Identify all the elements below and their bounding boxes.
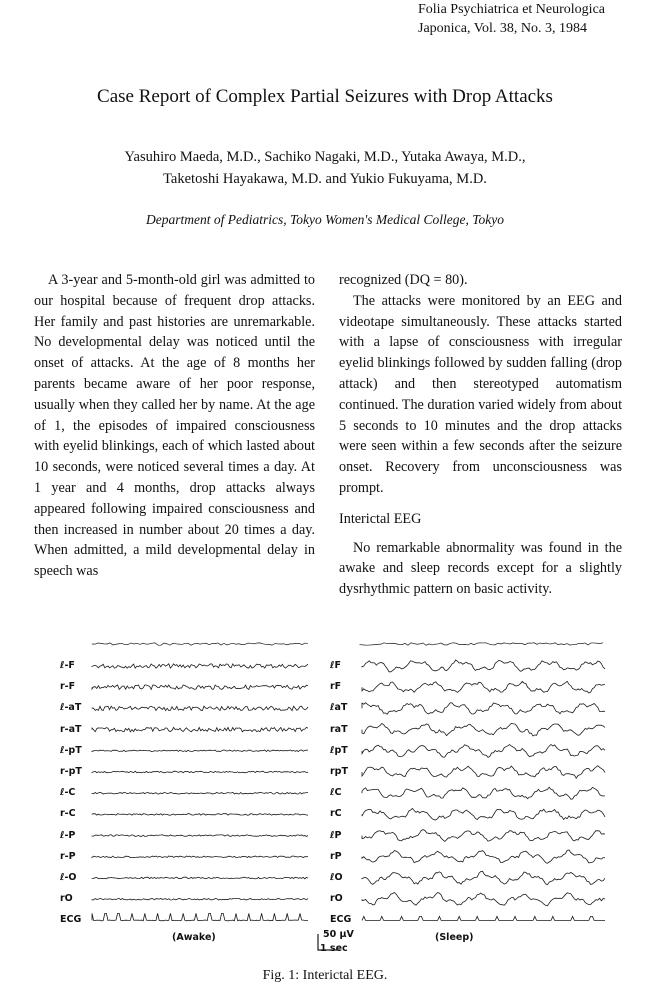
sleep-eeg-trace [362, 893, 605, 906]
sleep-label: (Sleep) [435, 932, 474, 943]
awake-eeg-trace [92, 898, 308, 900]
left-channel-label: r-P [60, 850, 76, 862]
figure-caption: Fig. 1: Interictal EEG. [262, 968, 388, 983]
left-channel-label: r-aT [60, 723, 82, 735]
sleep-eeg-trace [362, 703, 605, 715]
awake-eeg-trace [92, 814, 308, 816]
awake-eeg-trace [92, 727, 308, 731]
awake-eeg-trace [92, 856, 308, 858]
right-channel-label: ℓpT [330, 744, 348, 756]
journal-header [418, 0, 628, 38]
left-channel-label: ℓ-pT [60, 744, 82, 756]
right-channel-label: rF [330, 681, 342, 693]
left-channel-label: ℓ-P [60, 829, 76, 841]
sleep-eeg-trace [362, 723, 605, 736]
awake-eeg-trace [92, 877, 308, 879]
sleep-eeg-trace [362, 808, 605, 820]
time-scale: 1 sec [320, 943, 348, 954]
awake-eeg-trace [92, 913, 308, 920]
sleep-eeg-trace [362, 830, 605, 842]
eeg-paragraph: No remarkable abnormality was found in the awake and sleep records except for a slightly dysrhythmic pattern on basic activity. [339, 539, 622, 598]
sleep-eeg-trace [362, 871, 605, 884]
sleep-eeg-trace [362, 787, 605, 799]
right-channel-label: rpT [330, 766, 348, 777]
sleep-eeg-trace [362, 681, 605, 693]
author-list [0, 146, 650, 190]
awake-eeg-trace [92, 792, 308, 794]
left-channel-label: r-C [60, 808, 76, 820]
sleep-eeg-trace [362, 916, 605, 920]
monitoring-paragraph: The attacks were monitored by an EEG and videotape simultaneously. These attacks started with a lapse of consciousness with irregular eyelid blinkings followed by sudden falling (drop attack) and then stereotyped automatism continued. The duration varied widely from about 5 seconds to 10 minutes and the drop attacks were seen within a few seconds after the seizure onset. Recovery from unconsciousness was prompt. [339, 292, 623, 496]
article-title: Case Report of Complex Partial Seizures with Drop Attacks [97, 86, 553, 107]
left-channel-label: ℓ-aT [60, 702, 82, 714]
left-channel-label: ℓ-O [60, 872, 77, 883]
left-channel-label: rO [60, 893, 73, 905]
case-paragraph-continued: recognized (DQ = 80). [339, 272, 468, 288]
awake-eeg-trace [92, 706, 308, 710]
authors-line-1: Yasuhiro Maeda, M.D., Sachiko Nagaki, M.D., Yutaka Awaya, M.D., [124, 149, 526, 165]
eeg-figure [40, 632, 610, 962]
journal-name: Folia Psychiatrica et Neurologica [418, 2, 605, 17]
right-channel-label: raT [330, 723, 348, 735]
awake-eeg-trace [92, 664, 308, 668]
left-channel-label: r-F [60, 681, 76, 693]
left-channel-label: ℓ-C [60, 787, 76, 799]
awake-eeg-trace [92, 685, 308, 689]
right-column [339, 270, 622, 600]
right-channel-label: ℓF [330, 660, 341, 671]
sleep-eeg-trace [362, 766, 605, 779]
amplitude-scale: 50 μV [323, 929, 354, 940]
right-channel-label: ℓaT [330, 702, 348, 714]
left-channel-label: ℓ-F [60, 660, 75, 671]
left-channel-label: r-pT [60, 766, 82, 777]
sleep-eeg-trace [362, 850, 605, 863]
right-channel-label: ECG [330, 914, 352, 926]
awake-eeg-trace [92, 835, 308, 837]
authors-line-2: Taketoshi Hayakawa, M.D. and Yukio Fukuyama, M.D. [163, 171, 487, 187]
left-column [34, 270, 315, 582]
eeg-traces [40, 632, 610, 962]
right-channel-label: ℓC [330, 787, 342, 799]
right-channel-label: ℓO [330, 872, 343, 883]
affiliation: Department of Pediatrics, Tokyo Women's Medical College, Tokyo [146, 212, 504, 227]
awake-label: (Awake) [172, 932, 216, 943]
right-channel-label: ℓP [330, 829, 342, 841]
right-channel-label: rC [330, 808, 342, 820]
right-channel-label: rP [330, 850, 342, 862]
left-channel-label: ECG [60, 914, 82, 926]
right-channel-label: rO [330, 893, 343, 905]
sleep-marker-trace [360, 643, 603, 645]
case-paragraph: A 3-year and 5-month-old girl was admitted to our hospital because of frequent drop attacks. Her family and past histories are unremarkable. No developmental delay was noticed until the onset of attacks. At the age of 8 months her parents became aware of her poor response, usually when they called her by name. At the age of 1, the episodes of impaired consciousness with eyelid blinkings, each of which lasted about 10 seconds, were noticed several times a day. At 1 year and 4 months, drop attacks always appeared following impaired consciousness and then increased in number about 20 times a day. When admitted, a mild developmental delay in speech was [34, 272, 315, 580]
section-heading: Interictal EEG [339, 510, 422, 527]
journal-volume: Japonica, Vol. 38, No. 3, 1984 [418, 21, 588, 36]
awake-marker-trace [92, 643, 308, 645]
awake-eeg-trace [92, 771, 308, 773]
sleep-eeg-trace [362, 660, 605, 672]
sleep-eeg-trace [362, 745, 605, 758]
awake-eeg-trace [92, 750, 308, 752]
